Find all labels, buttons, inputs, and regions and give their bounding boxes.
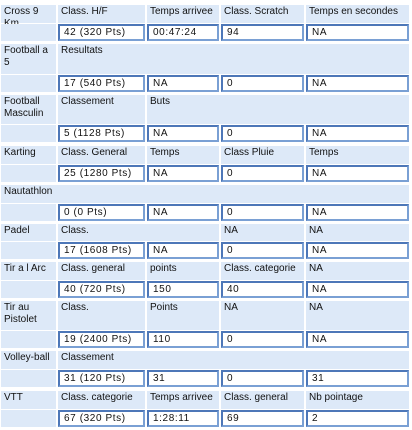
value-cell: NA bbox=[306, 204, 409, 221]
column-label: points bbox=[147, 262, 219, 280]
sport-name: VTT bbox=[1, 391, 56, 409]
value-cell: 0 bbox=[221, 204, 304, 221]
spacer-cell bbox=[1, 331, 56, 348]
spacer-cell bbox=[1, 410, 56, 427]
value-cell: 31 bbox=[306, 370, 409, 387]
column-label: Class. bbox=[58, 224, 219, 241]
column-label: NA bbox=[306, 224, 409, 241]
column-label: Class. bbox=[58, 301, 145, 330]
spacer-cell bbox=[1, 281, 56, 298]
spacer-cell bbox=[1, 125, 56, 142]
value-cell: NA bbox=[147, 165, 219, 182]
sport-name: Tir au Pistolet bbox=[1, 301, 56, 330]
value-cell: NA bbox=[306, 125, 409, 142]
sport-name: Volley-ball bbox=[1, 351, 56, 369]
column-label: Class. categorie bbox=[221, 262, 304, 280]
column-label: Points bbox=[147, 301, 219, 330]
spacer-cell bbox=[1, 165, 56, 182]
value-cell: 67 (320 Pts) bbox=[58, 410, 145, 427]
value-cell: 1:28:11 bbox=[147, 410, 219, 427]
value-cell: 0 bbox=[221, 242, 304, 259]
value-cell: 0 bbox=[221, 165, 304, 182]
value-cell: 94 bbox=[221, 24, 304, 41]
sport-name: Tir a l Arc bbox=[1, 262, 56, 280]
value-cell: NA bbox=[147, 125, 219, 142]
column-label: Class. Scratch bbox=[221, 5, 304, 23]
value-cell: NA bbox=[147, 204, 219, 221]
value-cell: 25 (1280 Pts) bbox=[58, 165, 145, 182]
value-cell: NA bbox=[147, 75, 219, 92]
column-label: Resultats bbox=[58, 44, 409, 74]
column-label: NA bbox=[306, 262, 409, 280]
sport-name: Football Masculin bbox=[1, 95, 56, 124]
column-label: Nb pointage bbox=[306, 391, 409, 409]
column-label: Temps arrivee bbox=[147, 5, 219, 23]
column-label: Classement bbox=[58, 351, 409, 369]
value-cell: 40 (720 Pts) bbox=[58, 281, 145, 298]
column-label: NA bbox=[221, 224, 304, 241]
value-cell: 31 bbox=[147, 370, 219, 387]
value-cell: 0 bbox=[221, 75, 304, 92]
sport-name: Football a 5 bbox=[1, 44, 56, 74]
value-cell: 5 (1128 Pts) bbox=[58, 125, 145, 142]
value-cell: 42 (320 Pts) bbox=[58, 24, 145, 41]
column-label: Temps arrivee bbox=[147, 391, 219, 409]
column-label: Class. general bbox=[58, 262, 145, 280]
column-label: Class. categorie bbox=[58, 391, 145, 409]
value-cell: 69 bbox=[221, 410, 304, 427]
value-cell: NA bbox=[147, 242, 219, 259]
spacer-cell bbox=[1, 75, 56, 92]
sport-name: Nautathlon bbox=[1, 185, 409, 203]
sport-name: Karting bbox=[1, 146, 56, 164]
value-cell: 0 (0 Pts) bbox=[58, 204, 145, 221]
value-cell: 2 bbox=[306, 410, 409, 427]
spacer-cell bbox=[1, 204, 56, 221]
column-label: NA bbox=[306, 301, 409, 330]
column-label: Class. H/F bbox=[58, 5, 145, 23]
value-cell: NA bbox=[306, 281, 409, 298]
column-label: NA bbox=[221, 301, 304, 330]
column-label: Buts bbox=[147, 95, 409, 124]
column-label: Classement bbox=[58, 95, 145, 124]
sport-name: Padel bbox=[1, 224, 56, 241]
value-cell: NA bbox=[306, 75, 409, 92]
value-cell: NA bbox=[306, 242, 409, 259]
value-cell: NA bbox=[306, 24, 409, 41]
column-label: Class. General bbox=[58, 146, 145, 164]
value-cell: 0 bbox=[221, 125, 304, 142]
sport-name: Cross 9 bbox=[1, 5, 56, 23]
value-cell: 17 (540 Pts) bbox=[58, 75, 145, 92]
value-cell: 19 (2400 Pts) bbox=[58, 331, 145, 348]
value-cell: 00:47:24 bbox=[147, 24, 219, 41]
value-cell: NA bbox=[306, 165, 409, 182]
spacer-cell bbox=[1, 242, 56, 259]
column-label: Temps en secondes bbox=[306, 5, 409, 23]
value-cell: 150 bbox=[147, 281, 219, 298]
value-cell: 17 (1608 Pts) bbox=[58, 242, 145, 259]
value-cell: 31 (120 Pts) bbox=[58, 370, 145, 387]
value-cell: 0 bbox=[221, 370, 304, 387]
spacer-cell bbox=[1, 24, 56, 41]
column-label: Class Pluie bbox=[221, 146, 304, 164]
value-cell: 0 bbox=[221, 331, 304, 348]
column-label: Temps bbox=[147, 146, 219, 164]
value-cell: 40 bbox=[221, 281, 304, 298]
value-cell: 110 bbox=[147, 331, 219, 348]
spacer-cell bbox=[1, 370, 56, 387]
column-label: Temps bbox=[306, 146, 409, 164]
value-cell: NA bbox=[306, 331, 409, 348]
column-label: Class. general bbox=[221, 391, 304, 409]
